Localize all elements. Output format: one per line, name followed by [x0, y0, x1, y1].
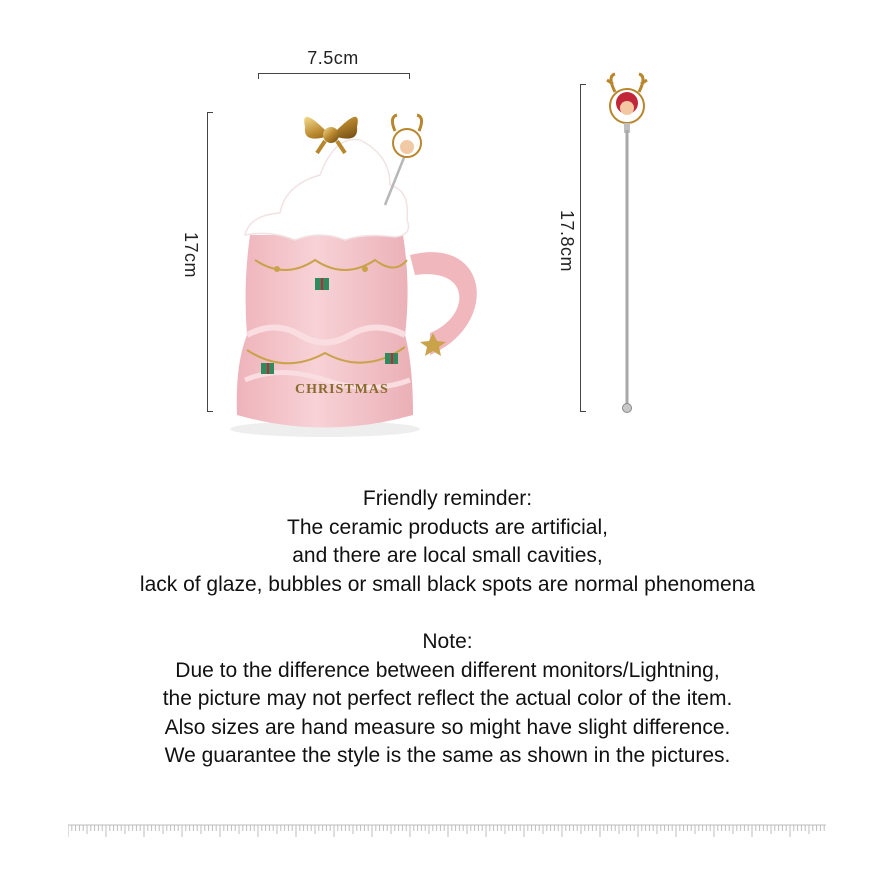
reminder-line: lack of glaze, bubbles or small black spots are normal phenomena: [139, 572, 756, 596]
spoon-length-dimension-line: [580, 84, 586, 412]
spoon-length-dimension-label: 17.8cm: [557, 210, 577, 273]
reindeer-stirring-spoon-image: [603, 70, 653, 422]
mug-lid: [245, 139, 409, 240]
mug-print-text: CHRISTMAS: [295, 382, 389, 397]
spoon-in-mug-topper: [385, 115, 422, 205]
note-line: Due to the difference between different monitors/Lightning,: [175, 658, 720, 682]
width-dimension-line: [258, 73, 410, 79]
reminder-line: and there are local small cavities,: [292, 544, 603, 567]
note-line: We guarantee the style is the same as shown in the pictures.: [164, 744, 731, 767]
reminder-line: The ceramic products are artificial,: [287, 515, 608, 539]
width-dimension-label: 7.5cm: [307, 48, 359, 68]
note-heading: Note:: [422, 630, 473, 653]
note-block: [0, 628, 895, 771]
spoon-tip: [623, 404, 632, 413]
ruler-decoration: [68, 824, 828, 840]
mug-handle: [410, 252, 477, 355]
note-line: Also sizes are hand measure so might have slight difference.: [164, 715, 731, 739]
christmas-tree-mug-image: [225, 95, 495, 440]
cup-height-dimension-label: 17cm: [181, 232, 201, 279]
cup-height-dimension-line: [207, 112, 213, 412]
reminder-heading: Friendly reminder:: [362, 487, 533, 510]
note-line: the picture may not perfect reflect the actual color of the item.: [162, 687, 733, 710]
friendly-reminder-block: [0, 485, 895, 599]
